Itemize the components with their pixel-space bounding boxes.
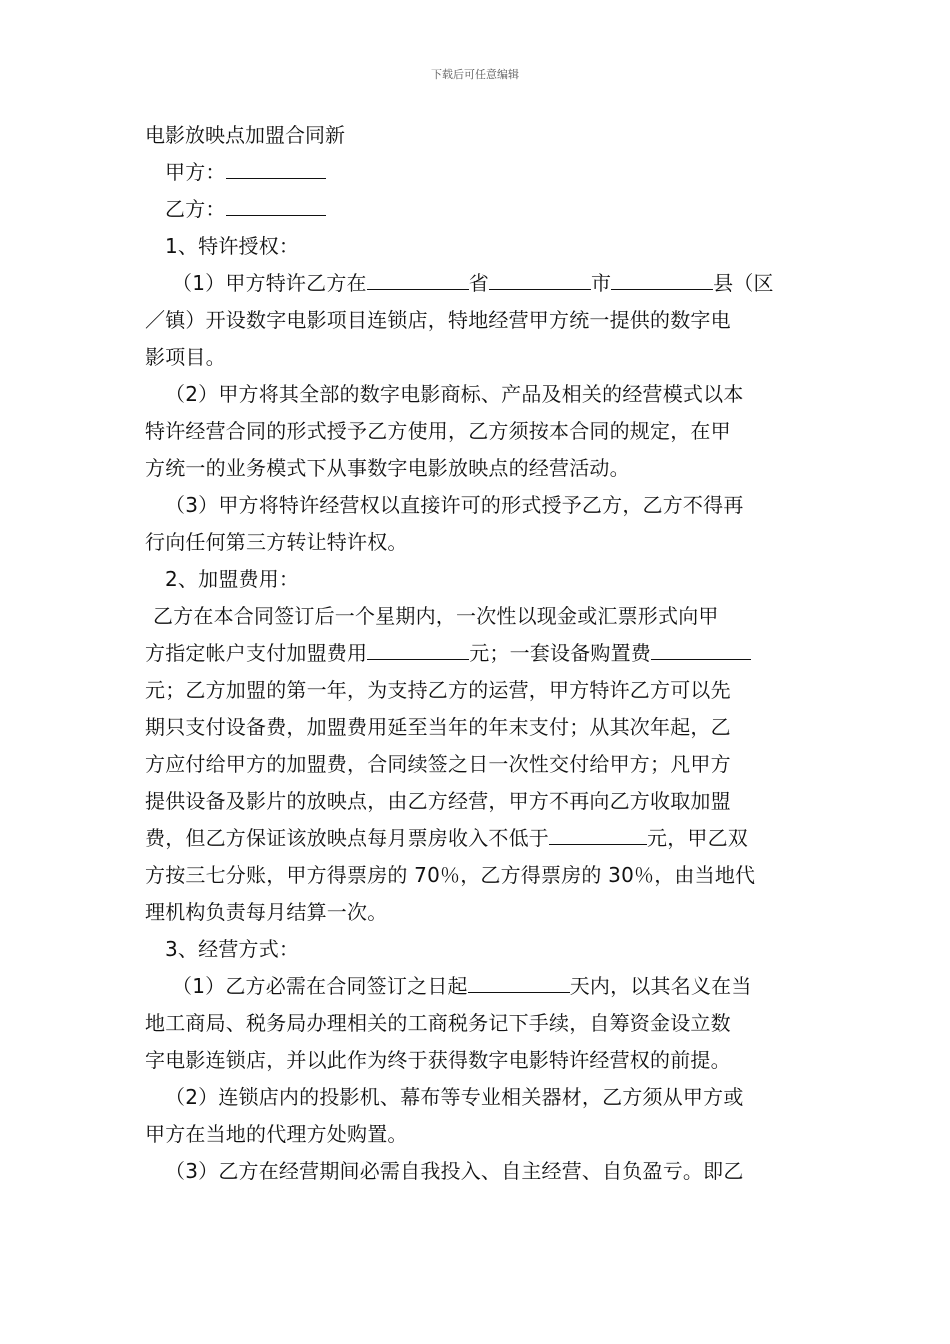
paragraph-line: （2）甲方将其全部的数字电影商标、产品及相关的经营模式以本: [165, 382, 744, 406]
paragraph-line: 元；乙方加盟的第一年，为支持乙方的运营，甲方特许乙方可以先: [145, 678, 731, 702]
paragraph-line: 特许经营合同的形式授予乙方使用，乙方须按本合同的规定，在甲: [145, 419, 731, 443]
party-b-line: [145, 191, 810, 228]
paragraph-line: [145, 635, 810, 672]
text-span: 天内，以其名义在当: [569, 974, 752, 998]
paragraph-line: 方统一的业务模式下从事数字电影放映点的经营活动。: [145, 456, 630, 480]
text-span: 元，甲乙双: [647, 826, 748, 850]
party-a-line: [145, 154, 810, 191]
contract-document: [145, 117, 810, 1190]
paragraph-line: 方按三七分账，甲方得票房的 70％，乙方得票房的 30％，由当地代: [145, 863, 756, 887]
paragraph-line: 期只支付设备费，加盟费用延至当年的年末支付；从其次年起，乙: [145, 715, 731, 739]
paragraph-line: 提供设备及影片的放映点，由乙方经营，甲方不再向乙方收取加盟: [145, 789, 731, 813]
paragraph-line: [145, 968, 810, 1005]
text-span: 元；一套设备购置费: [469, 641, 652, 665]
paragraph-line: 理机构负责每月结算一次。: [145, 900, 388, 924]
paragraph-line: （2）连锁店内的投影机、幕布等专业相关器材，乙方须从甲方或: [165, 1085, 744, 1109]
equipment-fee-blank: [651, 635, 751, 660]
paragraph-line: 甲方在当地的代理方处购置。: [145, 1122, 408, 1146]
days-blank: [468, 968, 570, 993]
text-span: （1）甲方特许乙方在: [172, 271, 367, 295]
paragraph-line: 影项目。: [145, 345, 226, 369]
province-blank: [367, 265, 469, 290]
county-blank: [611, 265, 713, 290]
franchise-fee-blank: [367, 635, 469, 660]
party-b-label: 乙方：: [165, 197, 226, 221]
paragraph-line: （3）乙方在经营期间必需自我投入、自主经营、自负盈亏。即乙: [165, 1159, 744, 1183]
section-1-heading: 1、特许授权：: [165, 234, 300, 258]
party-a-blank: [226, 154, 326, 179]
party-a-label: 甲方：: [165, 160, 226, 184]
text-span: 县（区: [713, 271, 774, 295]
paragraph-line: 乙方在本合同签订后一个星期内，一次性以现金或汇票形式向甲: [153, 604, 719, 628]
paragraph-line: ／镇）开设数字电影项目连锁店，特地经营甲方统一提供的数字电: [145, 308, 731, 332]
text-span: 费，但乙方保证该放映点每月票房收入不低于: [145, 826, 549, 850]
paragraph-line: 字电影连锁店，并以此作为终于获得数字电影特许经营权的前提。: [145, 1048, 731, 1072]
text-span: （1）乙方必需在合同签订之日起: [172, 974, 468, 998]
text-span: 市: [590, 271, 612, 295]
page-header-note: 下载后可任意编辑: [431, 68, 519, 81]
paragraph-line: [145, 265, 810, 302]
paragraph-line: 方应付给甲方的加盟费，合同续签之日一次性交付给甲方；凡甲方: [145, 752, 731, 776]
party-b-blank: [226, 191, 326, 216]
text-span: 省: [468, 271, 489, 295]
box-office-blank: [549, 820, 647, 845]
city-blank: [489, 265, 591, 290]
paragraph-line: [145, 820, 810, 857]
paragraph-line: （3）甲方将特许经营权以直接许可的形式授予乙方，乙方不得再: [165, 493, 744, 517]
section-3-heading: 3、经营方式：: [165, 937, 300, 961]
paragraph-line: 行向任何第三方转让特许权。: [145, 530, 408, 554]
paragraph-line: 地工商局、税务局办理相关的工商税务记下手续，自筹资金设立数: [145, 1011, 731, 1035]
text-span: 方指定帐户支付加盟费用: [145, 641, 368, 665]
document-title: 电影放映点加盟合同新: [145, 123, 345, 147]
section-2-heading: 2、加盟费用：: [165, 567, 300, 591]
